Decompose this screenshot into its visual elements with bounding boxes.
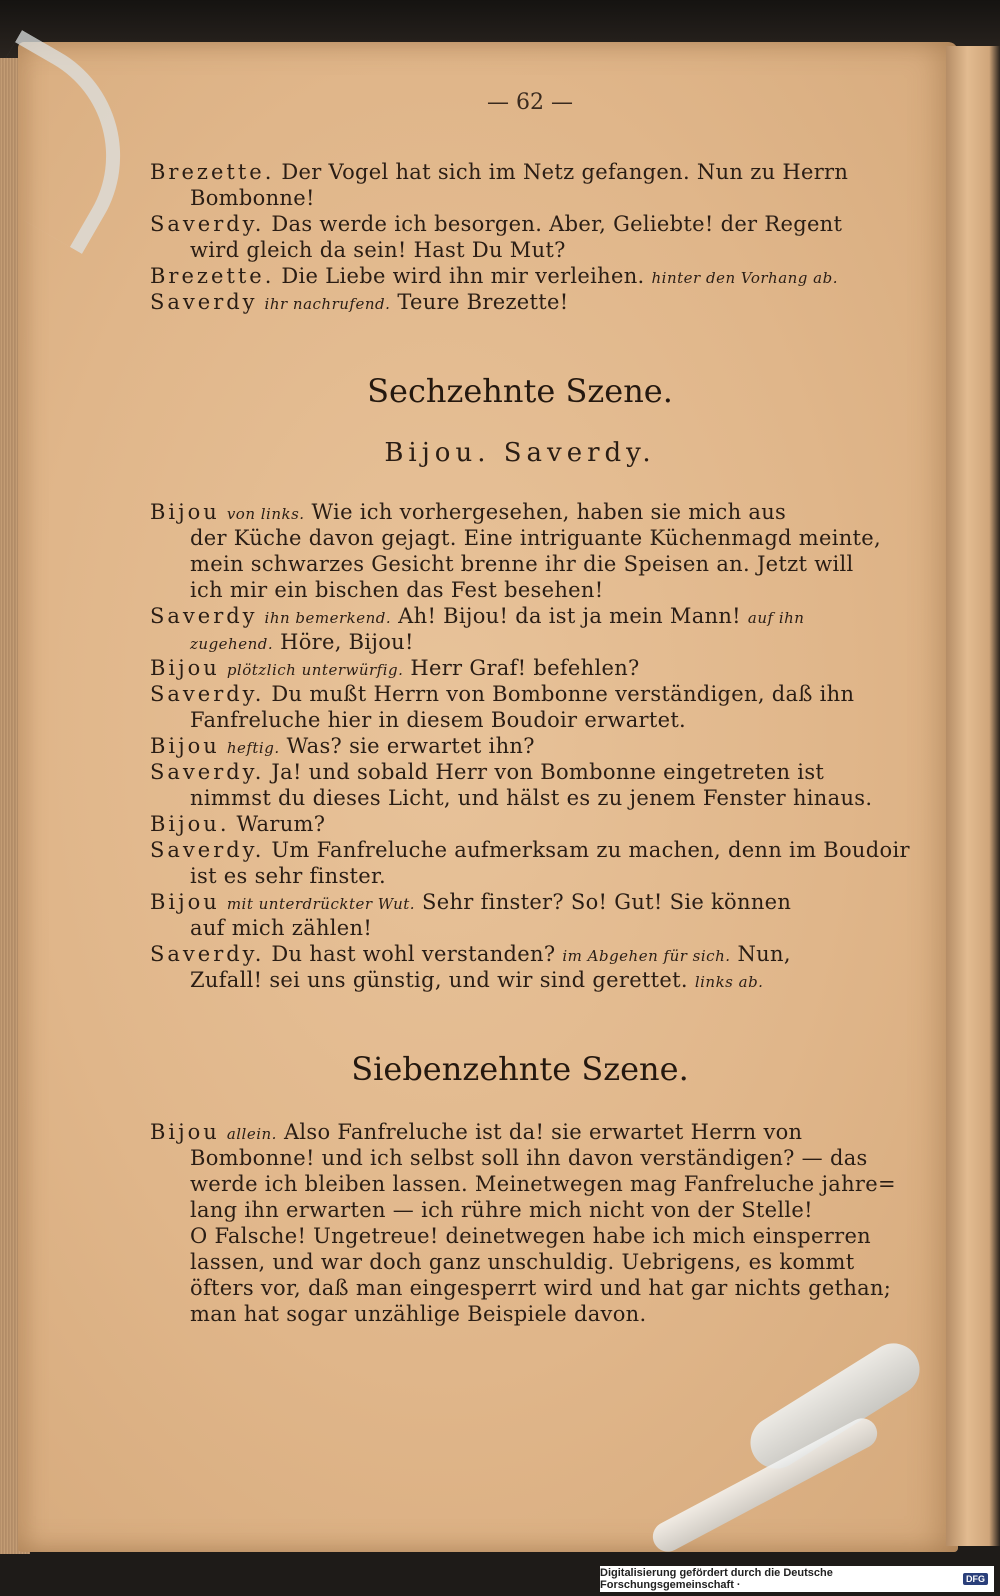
speaker-name: Bijou: [150, 656, 220, 680]
stage-direction: plötzlich unterwürfig.: [226, 661, 404, 679]
dialogue-text: Fanfreluche hier in diesem Boudoir erwartet.: [190, 708, 687, 732]
dialogue-text: Um Fanfreluche aufmerksam zu machen, denn im Boudoir: [271, 838, 910, 862]
text-line: [150, 890, 791, 914]
scene-cast: Bijou. Saverdy.: [384, 438, 656, 468]
dialogue-text: Sehr finster? So! Gut! Sie können: [422, 890, 792, 914]
dialogue-text: Herr Graf! befehlen?: [410, 656, 640, 680]
speaker-name: Bijou: [150, 734, 220, 758]
dialogue-text: Ja! und sobald Herr von Bombonne eingetreten ist: [271, 760, 825, 784]
dialogue-text: Der Vogel hat sich im Netz gefangen. Nun zu Herrn: [281, 160, 849, 184]
text-line: [190, 578, 603, 602]
text-line: [150, 760, 824, 784]
text-line: [150, 212, 842, 236]
speaker-name: Brezette.: [150, 264, 275, 288]
text-line: [190, 238, 566, 262]
text-line: [190, 526, 881, 550]
text-line: [150, 604, 804, 628]
text-line: [190, 1224, 871, 1248]
text-line: [190, 630, 414, 654]
text-line: [190, 1276, 891, 1300]
digitization-footer: [600, 1566, 994, 1592]
speaker-name: Saverdy.: [150, 760, 265, 784]
stage-direction: im Abgehen für sich.: [562, 947, 731, 965]
page-edge-right: [946, 46, 1000, 1546]
speaker-name: Saverdy.: [150, 838, 265, 862]
dialogue-text: auf mich zählen!: [190, 916, 373, 940]
footer-text: Digitalisierung gefördert durch die Deutsche Forschungsgemeinschaft ·: [600, 1567, 833, 1591]
speaker-name: Saverdy.: [150, 682, 265, 706]
dialogue-text: ich mir ein bischen das Fest besehen!: [190, 578, 604, 602]
text-line: [150, 264, 838, 288]
stage-direction: von links.: [226, 505, 305, 523]
dialogue-text: mein schwarzes Gesicht brenne ihr die Speisen an. Jetzt will: [190, 552, 854, 576]
text-line: [150, 160, 848, 184]
speaker-name: Saverdy: [150, 604, 258, 628]
text-line: [150, 942, 791, 966]
speaker-name: Saverdy.: [150, 212, 265, 236]
text-line: [190, 1302, 646, 1326]
text-line: [190, 552, 854, 576]
dialogue-text: Das werde ich besorgen. Aber, Geliebte! der Regent: [271, 212, 843, 236]
stage-direction: allein.: [226, 1125, 277, 1143]
stage-direction: zugehend.: [190, 635, 274, 653]
text-line: [150, 682, 854, 706]
text-line: [150, 838, 910, 862]
stage-direction: ihn bemerkend.: [264, 609, 392, 627]
dialogue-text: O Falsche! Ungetreue! deinetwegen habe ich mich einsperren: [190, 1224, 872, 1248]
text-line: [190, 708, 686, 732]
dialogue-text: Höre, Bijou!: [280, 630, 414, 654]
text-line: [150, 290, 568, 314]
dialogue-text: Also Fanfreluche ist da! sie erwartet Herrn von: [283, 1120, 803, 1144]
dialogue-text: Bombonne! und ich selbst soll ihn davon verständigen? — das: [190, 1146, 868, 1170]
speaker-name: Bijou: [150, 1120, 220, 1144]
stage-direction: links ab.: [694, 973, 764, 991]
text-line: [190, 1146, 868, 1170]
dialogue-text: Warum?: [236, 812, 326, 836]
dialogue-text: Teure Brezette!: [397, 290, 569, 314]
dialogue-text: nimmst du dieses Licht, und hälst es zu jenem Fenster hinaus.: [190, 786, 873, 810]
text-line: [190, 1250, 855, 1274]
dialogue-text: Die Liebe wird ihn mir verleihen.: [281, 264, 645, 288]
dialogue-text: öfters vor, daß man eingesperrt wird und hat gar nichts gethan;: [190, 1276, 892, 1300]
dialogue-text: man hat sogar unzählige Beispiele davon.: [190, 1302, 647, 1326]
stage-direction: hinter den Vorhang ab.: [651, 269, 838, 287]
text-line: [150, 656, 640, 680]
dialogue-text: Wie ich vorhergesehen, haben sie mich aus: [311, 500, 787, 524]
dialogue-text: werde ich bleiben lassen. Meinetwegen mag Fanfreluche jahre=: [190, 1172, 896, 1196]
speaker-name: Saverdy: [150, 290, 258, 314]
text-line: [190, 968, 763, 992]
speaker-name: Brezette.: [150, 160, 275, 184]
text-line: [150, 734, 535, 758]
scene-heading: Siebenzehnte Szene.: [351, 1050, 689, 1088]
dialogue-text: lassen, und war doch ganz unschuldig. Uebrigens, es kommt: [190, 1250, 855, 1274]
dialogue-text: wird gleich da sein! Hast Du Mut?: [190, 238, 566, 262]
text-line: [150, 500, 786, 524]
text-line: [150, 812, 325, 836]
dialogue-text: Du mußt Herrn von Bombonne verständigen, daß ihn: [271, 682, 855, 706]
scene-heading: Sechzehnte Szene.: [367, 372, 673, 410]
text-line: [190, 864, 386, 888]
text-line: [190, 786, 872, 810]
text-line: [190, 916, 372, 940]
dialogue-text: Du hast wohl verstanden?: [271, 942, 556, 966]
text-line: [150, 1120, 802, 1144]
dialogue-text: Was? sie erwartet ihn?: [286, 734, 535, 758]
speaker-name: Bijou: [150, 500, 220, 524]
stage-direction: mit unterdrückter Wut.: [226, 895, 416, 913]
dialogue-text: Ah! Bijou! da ist ja mein Mann!: [398, 604, 741, 628]
dialogue-text: ist es sehr finster.: [190, 864, 386, 888]
speaker-name: Saverdy.: [150, 942, 265, 966]
stage-direction: heftig.: [226, 739, 280, 757]
dialogue-text: der Küche davon gejagt. Eine intriguante Küchenmagd meinte,: [190, 526, 882, 550]
dialogue-text: Nun,: [737, 942, 791, 966]
dfg-logo-icon: DFG: [963, 1573, 988, 1585]
dialogue-text: lang ihn erwarten — ich rühre mich nicht von der Stelle!: [190, 1198, 813, 1222]
stage-direction: auf ihn: [747, 609, 805, 627]
stage-direction: ihr nachrufend.: [264, 295, 391, 313]
speaker-name: Bijou: [150, 890, 220, 914]
text-line: [190, 1198, 813, 1222]
text-line: [190, 186, 315, 210]
dialogue-text: Bombonne!: [190, 186, 315, 210]
speaker-name: Bijou.: [150, 812, 230, 836]
page-number: — 62 —: [487, 90, 573, 115]
dialogue-text: Zufall! sei uns günstig, und wir sind gerettet.: [190, 968, 688, 992]
text-line: [190, 1172, 896, 1196]
